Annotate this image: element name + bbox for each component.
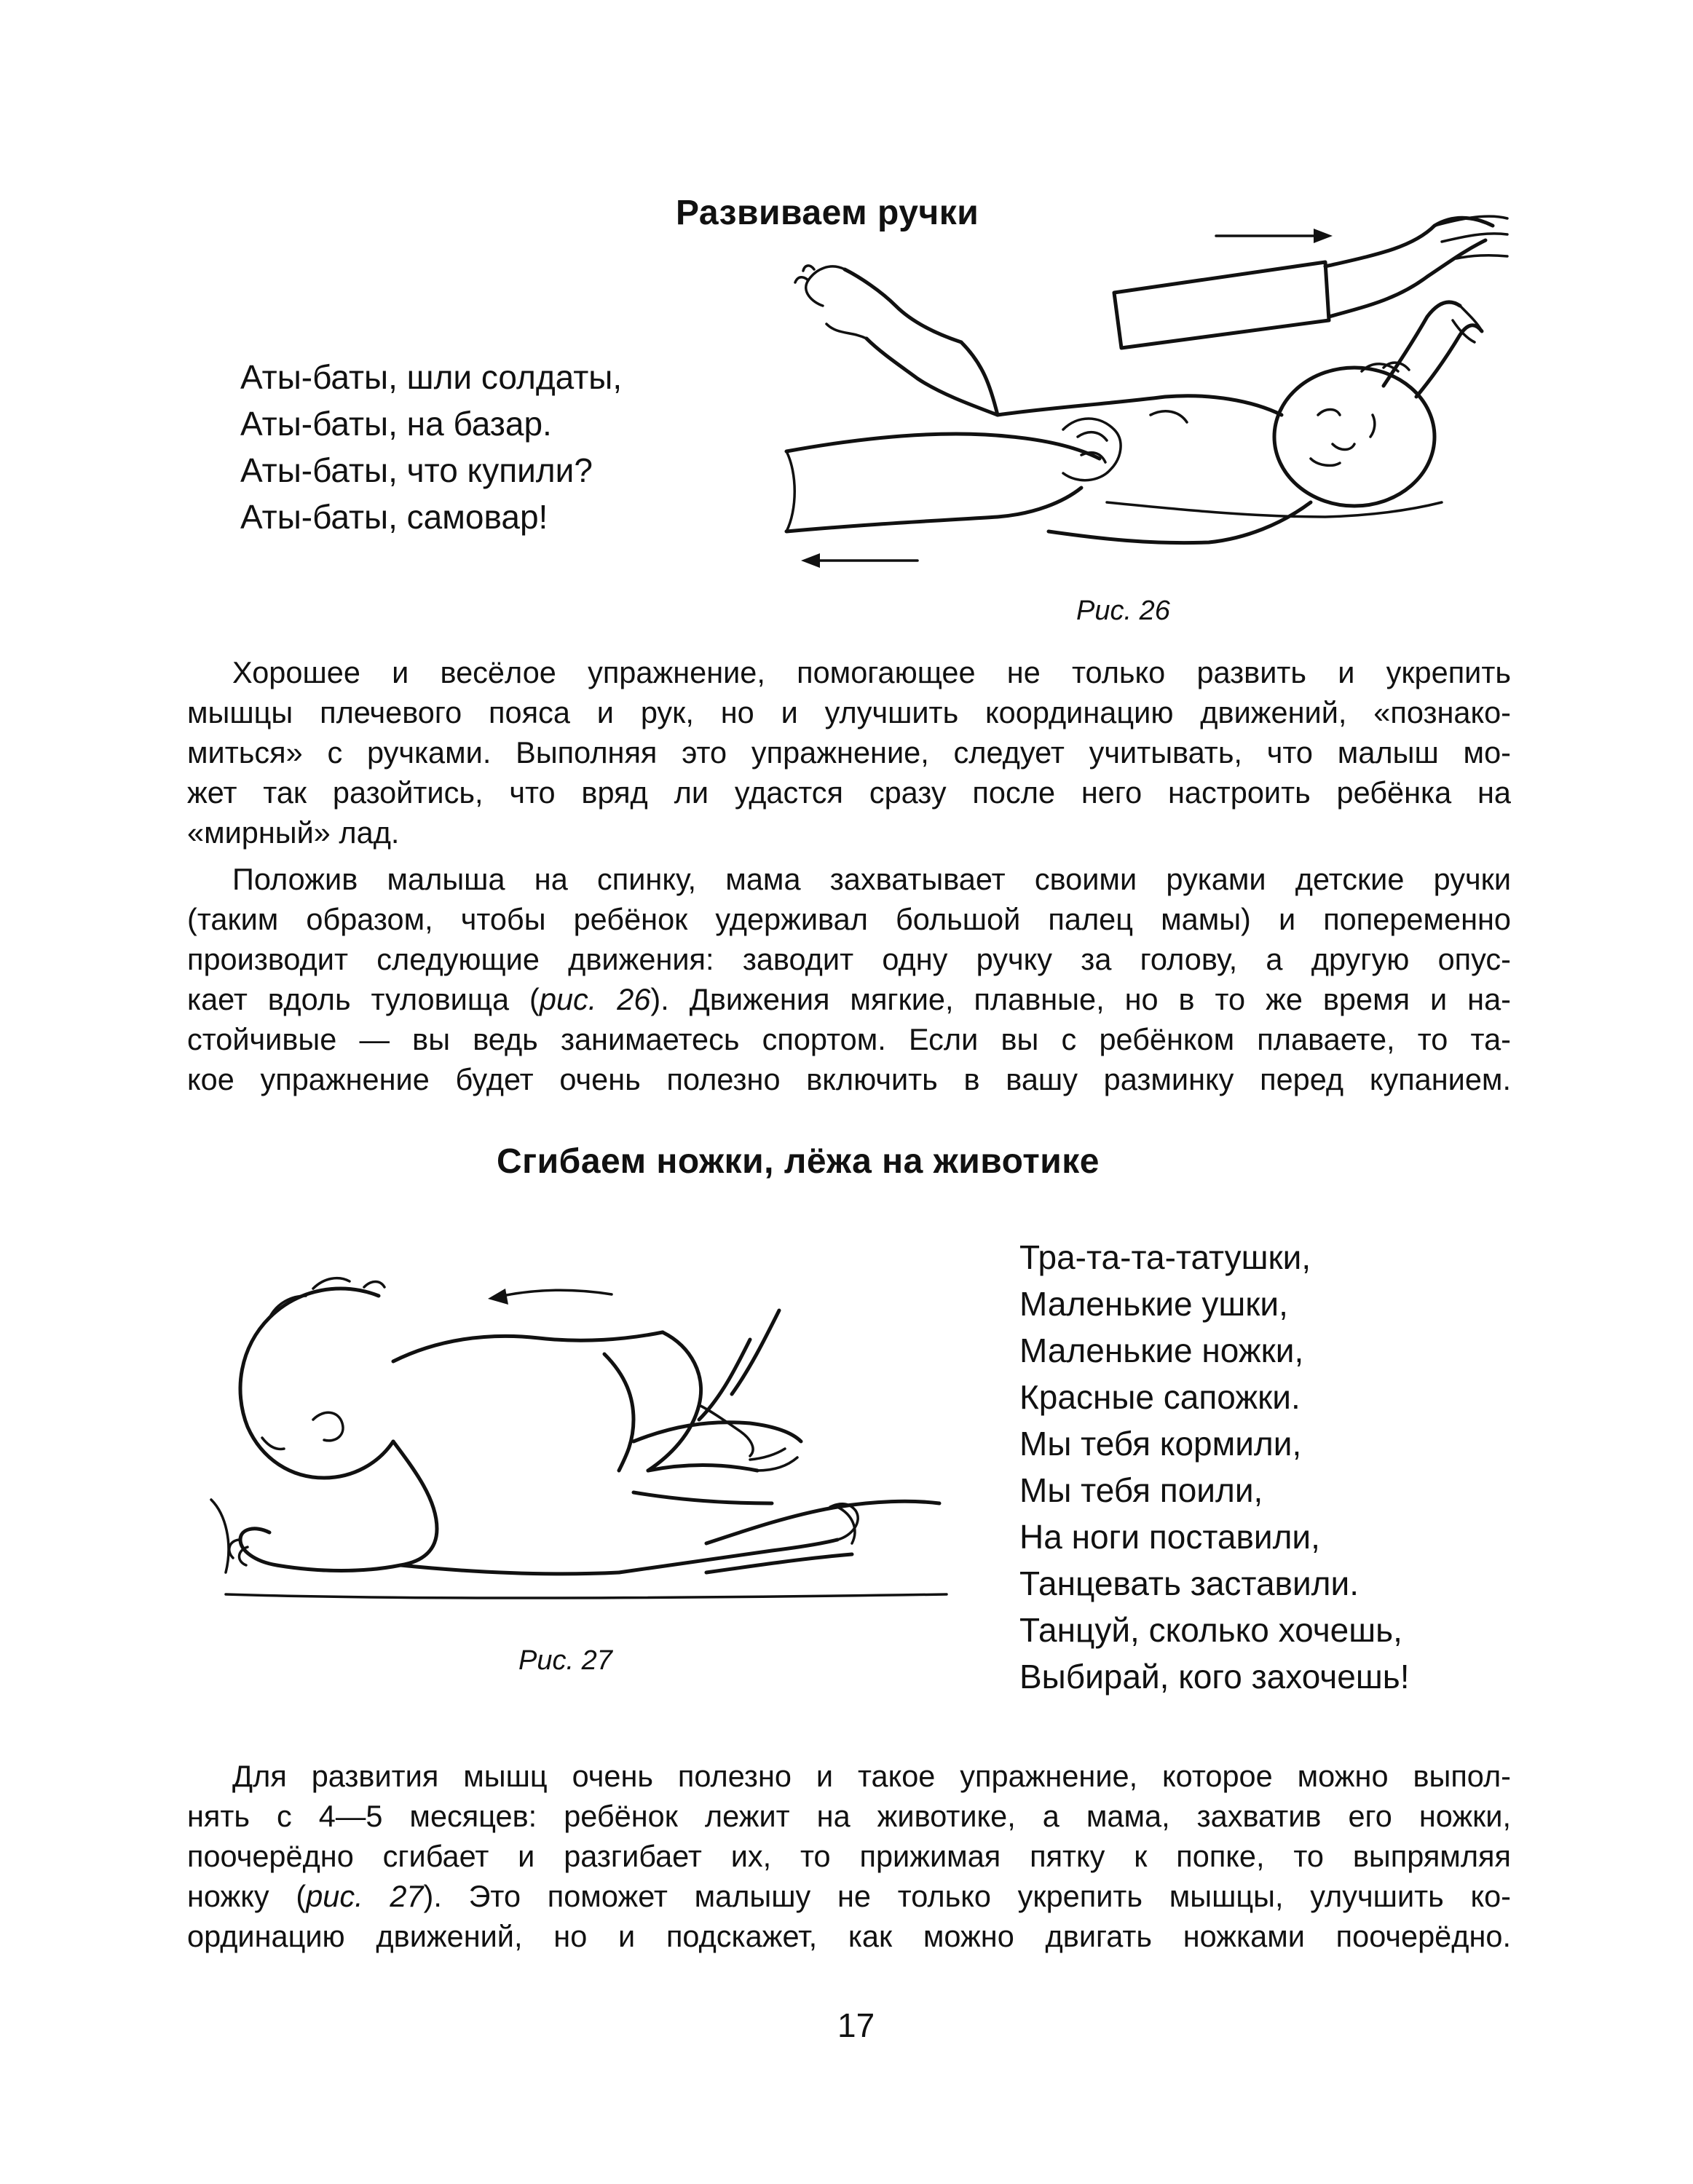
poem-line: Танцевать заставили. — [1019, 1564, 1359, 1602]
text-line: Хорошее и весёлое упражнение, помогающее не только развить и укрепить — [232, 655, 1511, 689]
text-line: «мирный» лад. — [187, 815, 400, 850]
poem-line: Аты-баты, на базар. — [240, 405, 552, 443]
paragraph-arms-intro — [187, 652, 1511, 852]
poem-line: Выбирай, кого захочешь! — [1019, 1658, 1410, 1696]
figure-reference: рис. 26 — [539, 982, 651, 1016]
figure-26-caption: Рис. 26 — [1076, 596, 1170, 626]
poem-line: Танцуй, сколько хочешь, — [1019, 1611, 1402, 1649]
arrow-left-icon — [502, 1290, 612, 1296]
paragraph-legs — [187, 1756, 1511, 1956]
figure-27-illustration — [197, 1252, 961, 1638]
poem-line: Аты-баты, самовар! — [240, 498, 548, 536]
text-line: (таким образом, чтобы ребёнок удерживал большой палец мамы) и попеременно — [187, 902, 1511, 936]
poem-line: На ноги поставили, — [1019, 1518, 1320, 1556]
poem-line: Мы тебя кормили, — [1019, 1425, 1302, 1463]
poem-line: Мы тебя поили, — [1019, 1471, 1263, 1509]
text-line: поочерёдно сгибает и разгибает их, то прижимая пятку к попке, то выпрямляя — [187, 1839, 1511, 1873]
poem-line: Красные сапожки. — [1019, 1378, 1301, 1416]
text-line: мышцы плечевого пояса и рук, но и улучшить координацию движений, «познако- — [187, 695, 1511, 729]
text-line: ножку (рис. 27). Это поможет малышу не только укрепить мышцы, улучшить ко- — [187, 1879, 1511, 1913]
figure-27-caption: Рис. 27 — [518, 1645, 612, 1676]
text-line: миться» с ручками. Выполняя это упражнение, следует учитывать, что малыш мо- — [187, 735, 1511, 769]
text-line: Положив малыша на спинку, мама захватывает своими руками детские ручки — [232, 862, 1511, 896]
text-line: Для развития мышц очень полезно и такое упражнение, которое можно выпол- — [232, 1759, 1511, 1793]
text-line: стойчивые — вы ведь занимаетесь спортом. Если вы с ребёнком плаваете, то та- — [187, 1022, 1511, 1056]
text-line: нять с 4—5 месяцев: ребёнок лежит на животике, а мама, захватив его ножки, — [187, 1799, 1511, 1833]
poem-line: Аты-баты, что купили? — [240, 451, 593, 489]
paragraph-arms-method — [187, 859, 1511, 1099]
adult-sleeve — [1114, 262, 1329, 348]
poem-line: Аты-баты, шли солдаты, — [240, 358, 623, 396]
text-line: кает вдоль туловища (рис. 26). Движения мягкие, плавные, но в то же время и на- — [187, 982, 1511, 1016]
poem-arms — [240, 354, 622, 540]
text-line: ординацию движений, но и подскажет, как можно двигать ножками поочерёдно. — [187, 1919, 1511, 1953]
text-line: производит следующие движения: заводит одну ручку за голову, а другую опус- — [187, 942, 1511, 976]
poem-line: Маленькие ушки, — [1019, 1285, 1288, 1323]
baby-head — [1274, 368, 1434, 506]
baby-head — [240, 1289, 393, 1478]
section-title-arms: Развиваем ручки — [676, 194, 979, 232]
poem-line: Маленькие ножки, — [1019, 1332, 1304, 1369]
text-line: кое упражнение будет очень полезно включить в вашу разминку перед купанием. — [187, 1062, 1511, 1096]
text-line: жет так разойтись, что вряд ли удастся сразу после него настроить ребёнка на — [187, 775, 1511, 810]
section-title-legs: Сгибаем ножки, лёжа на животике — [497, 1142, 1100, 1181]
figure-26-illustration — [757, 197, 1515, 590]
page-number: 17 — [837, 2006, 875, 2044]
figure-reference: рис. 27 — [306, 1879, 424, 1913]
poem-legs — [1019, 1234, 1410, 1700]
poem-line: Тра-та-та-татушки, — [1019, 1238, 1311, 1276]
